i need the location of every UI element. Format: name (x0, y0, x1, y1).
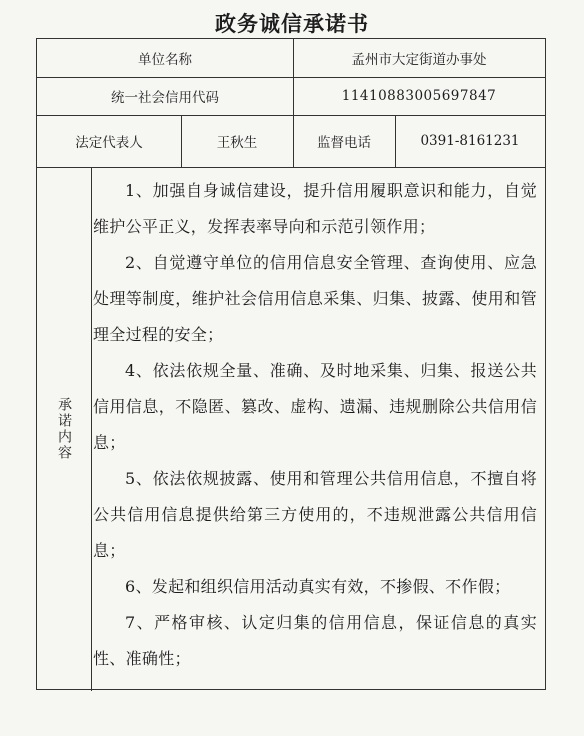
commitment-item: 2、自觉遵守单位的信用信息安全管理、查询使用、应急处理等制度，维护社会信用信息采集、归集、披露、使用和管理全过程的安全； (93, 253, 537, 344)
page-title: 政务诚信承诺书 (215, 12, 369, 36)
legal-rep-value: 王秋生 (216, 135, 258, 151)
commitment-form-table (36, 38, 546, 690)
phone-value: 0391-8161231 (420, 133, 520, 149)
row-divider (37, 167, 545, 168)
column-divider (91, 167, 92, 691)
commitment-item: 1、加强自身诚信建设，提升信用履职意识和能力，自觉维护公平正义，发挥表率导向和示范引领作用； (93, 181, 537, 236)
legal-rep-label: 法定代表人 (75, 135, 143, 151)
unit-name-value: 孟州市大定街道办事处 (351, 52, 487, 68)
credit-code-label: 统一社会信用代码 (111, 90, 219, 106)
commitment-content-label: 承诺内容 (56, 397, 72, 461)
commitment-item: 4、依法依规全量、准确、及时地采集、归集、报送公共信用信息，不隐匿、篡改、虚构、遗漏、违规删除公共信用信息； (93, 361, 537, 452)
commitment-list (93, 173, 537, 677)
commitment-item: 5、依法依规披露、使用和管理公共信用信息，不擅自将公共信用信息提供给第三方使用的，不违规泄露公共信用信息； (93, 469, 537, 560)
commitment-item: 7、严格审核、认定归集的信用信息，保证信息的真实性、准确性； (93, 613, 537, 668)
credit-code-value: 11410883005697847 (341, 88, 497, 104)
commitment-item: 6、发起和组织信用活动真实有效，不掺假、不作假； (125, 577, 511, 596)
unit-name-label: 单位名称 (138, 52, 192, 68)
phone-label: 监督电话 (317, 135, 371, 151)
